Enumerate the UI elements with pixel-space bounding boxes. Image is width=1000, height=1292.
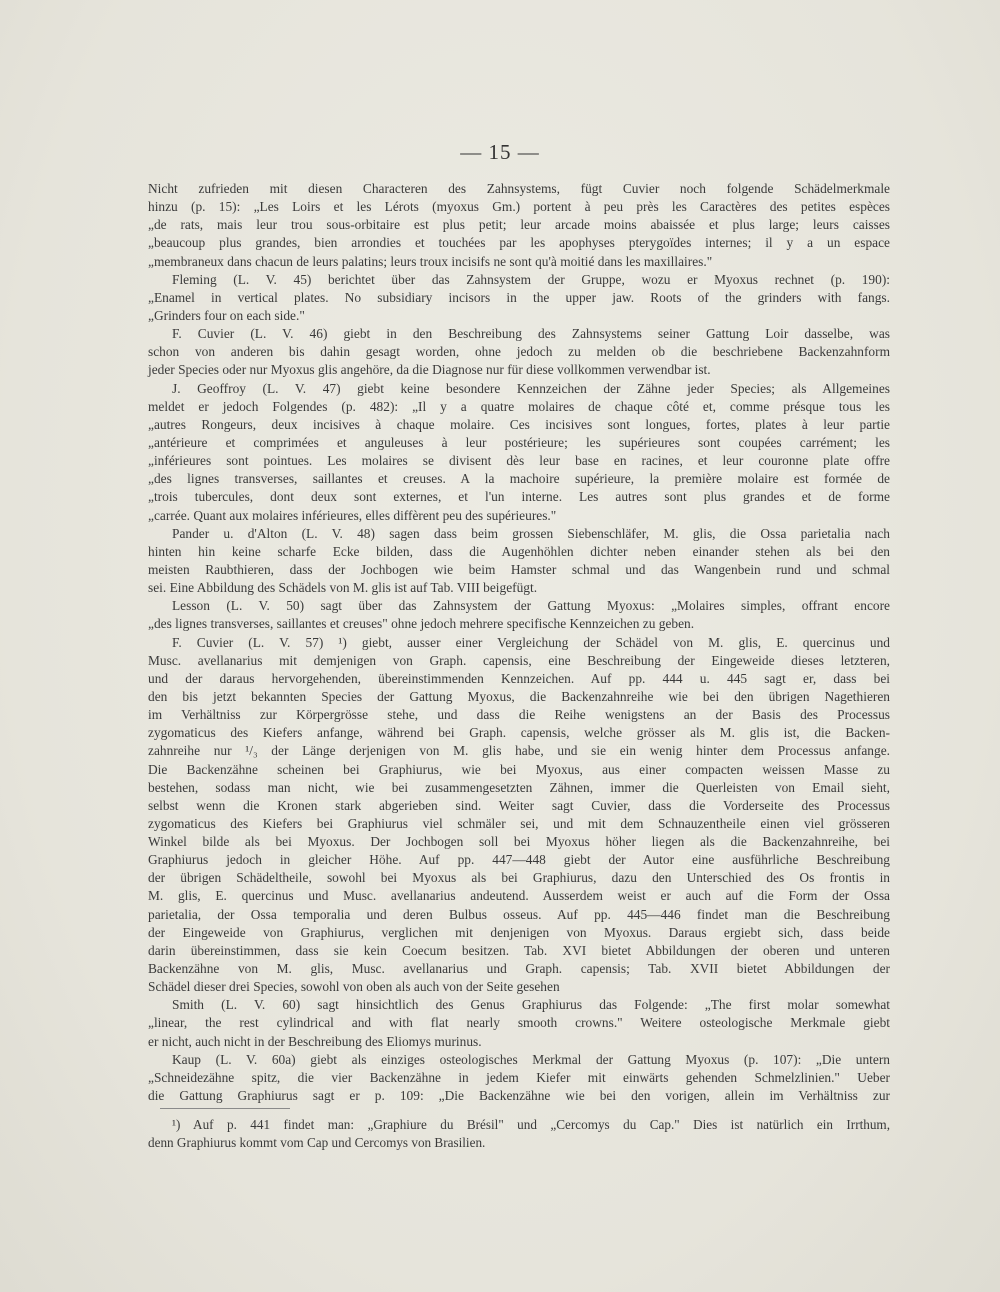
page-number: — 15 —	[460, 140, 540, 164]
text-line: M. glis, E. quercinus und Musc. avellanarius andeutend. Ausserdem weist er auch auf die Form der Ossa	[148, 888, 890, 904]
text-line: der Eingeweide von Graphiurus, verglichen mit denjenigen von Myoxus. Daraus ergiebt sich, dass beide	[148, 924, 890, 940]
text-line: hinten hin keine scharfe Ecke bilden, dass die Augenhöhlen dichter neben einander stehen als bei den	[148, 543, 890, 559]
text-line: F. Cuvier (L. V. 57) ¹) giebt, ausser einer Vergleichung der Schädel von M. glis, E. quercinus und	[172, 634, 890, 650]
text-line: er nicht, auch nicht in der Beschreibung des Eliomys murinus.	[148, 1033, 482, 1049]
text-line: J. Geoffroy (L. V. 47) giebt keine besondere Kennzeichen der Zähne jeder Species; als Allgemeines	[172, 380, 890, 396]
text-line: bestehen, sodass man nicht, wie bei zusammengesetzten Zähnen, immer die Querleisten von Email sieht,	[148, 779, 890, 795]
text-line: „Enamel in vertical plates. No subsidiary incisors in the upper jaw. Roots of the grinders with fangs.	[148, 289, 890, 305]
text-line: die Gattung Graphiurus sagt er p. 109: „Die Backenzähne wie bei den vorigen, allein im Verhältniss zur	[148, 1088, 890, 1104]
text-line: zahnreihe nur ¹/₃ der Länge derjenigen von M. glis habe, und sie ein wenig hinter dem Processus anfange.	[148, 743, 890, 759]
text-line: meisten Raubthieren, dass der Jochbogen wie beim Hamster schmal und das Wangenbein rund und schmal	[148, 561, 890, 577]
text-line: Fleming (L. V. 45) berichtet über das Zahnsystem der Gruppe, wozu er Myoxus rechnet (p. 190):	[172, 271, 890, 287]
text-line: sei. Eine Abbildung des Schädels von M. glis ist auf Tab. VIII beigefügt.	[148, 580, 538, 596]
text-line: der übrigen Schädeltheile, sowohl bei Myoxus als bei Graphiurus, dazu den Unterschied des Os frontis in	[148, 870, 890, 886]
text-line: den bis jetzt bekannten Species der Gattung Myoxus, die Backenzahnreihe wie bei den übrigen Nagethieren	[148, 688, 890, 704]
text-line: im Verhältniss zur Körpergrösse stehe, und dass die Reihe wenigstens an der Basis des Processus	[148, 707, 890, 723]
text-line: „trois tubercules, dont deux sont externes, et l'un interne. Les autres sont plus grandes et de forme	[148, 489, 890, 505]
text-line: „membraneux dans chacun de leurs palatins; leurs troux incisifs ne sont qu'à moitié dans les maxillaires."	[148, 253, 713, 269]
footnote-line: denn Graphiurus kommt vom Cap und Cercomys von Brasilien.	[148, 1134, 486, 1150]
text-line: Schädel dieser drei Species, sowohl von oben als auch von der Seite gesehen	[148, 979, 560, 995]
text-line: selbst wenn die Kronen stark abgerieben sind. Weiter sagt Cuvier, dass die Vorderseite des Processus	[148, 797, 890, 813]
footnote-line: ¹) Auf p. 441 findet man: „Graphiure du Brésil" und „Cercomys du Cap." Dies ist natürlich ein Irrthum,	[172, 1117, 890, 1132]
text-line: jeder Species oder nur Myoxus glis angehöre, da die Diagnose nur für diese vollkommen verwendbar ist.	[148, 362, 711, 378]
text-line: „carrée. Quant aux molaires inférieures, elles diffèrent peu des supérieures."	[148, 507, 557, 523]
footnote-divider	[160, 1108, 290, 1109]
text-line: „des lignes transverses, saillantes et creuses" ohne jedoch mehrere specifische Kennzeichen zu geben.	[148, 616, 695, 632]
text-line: meldet er jedoch Folgendes (p. 482): „Il y a quatre molaires de chaque côté et, comme présque tous les	[148, 398, 890, 414]
text-line: zygomaticus des Kiefers bei Graphiurus viel schmäler sei, und mit dem Schnauzentheile einen viel grösseren	[148, 815, 890, 831]
text-line: darin übereinstimmen, dass sie kein Coecum besitzen. Tab. XVI bietet Abbildungen der oberen und unteren	[148, 942, 890, 958]
text-line: Nicht zufrieden mit diesen Characteren des Zahnsystems, fügt Cuvier noch folgende Schädelmerkmale	[148, 181, 890, 196]
text-line: Die Backenzähne scheinen bei Graphiurus, wie bei Myoxus, aus einer compacten weissen Masse zu	[148, 761, 890, 777]
text-line: „autres Rongeurs, deux incisives à chaque molaire. Ces incisives sont longues, fortes, plates à leur partie	[148, 416, 890, 432]
text-line: und der daraus hervorgehenden, übereinstimmenden Kennzeichen. Auf pp. 444 u. 445 sagt er, dass bei	[148, 670, 890, 686]
text-line: parietalia, der Ossa temporalia und deren Bulbus osseus. Auf pp. 445—446 findet man die Beschreibung	[148, 906, 890, 922]
text-line: Winkel bilde als bei Myoxus. Der Jochbogen soll bei Myoxus höher liegen als die Backenzahnreihe, bei	[148, 834, 890, 850]
text-line: Backenzähne von M. glis, Musc. avellanarius und Graph. capensis; Tab. XVII bietet Abbildungen der	[148, 961, 890, 977]
body-text	[148, 180, 890, 1105]
text-line: Graphiurus jedoch in gleicher Höhe. Auf pp. 447—448 giebt der Autor eine ausführliche Beschreibung	[148, 852, 890, 868]
text-line: F. Cuvier (L. V. 46) giebt in den Beschreibung des Zahnsystems seiner Gattung Loir dasselbe, was	[172, 326, 890, 342]
text-line: Lesson (L. V. 50) sagt über das Zahnsystem der Gattung Myoxus: „Molaires simples, offrant encore	[172, 598, 890, 614]
text-line: „de rats, mais leur trou sous-orbitaire est plus petit; leur arcade moins abaissée et plus large; leurs caisses	[148, 217, 890, 233]
text-line: „Grinders four on each side."	[148, 307, 305, 323]
text-line: Musc. avellanarius mit demjenigen von Graph. capensis, eine Beschreibung der Eingeweide dieses letzteren,	[148, 652, 890, 668]
text-line: „des lignes transverses, saillantes et creuses. A la machoire supérieure, la première molaire est formée de	[148, 471, 890, 487]
text-line: „linear, the rest cylindrical and with flat nearly smooth crowns." Weitere osteologische Merkmale giebt	[148, 1015, 890, 1031]
text-line: schon von anderen bis dahin gesagt worden, ohne jedoch zu melden ob die beschriebene Backenzahnform	[148, 344, 890, 360]
text-line: „Schneidezähne spitz, die vier Backenzähne in jedem Kiefer mit einwärts gehenden Schmelzlinien." Ueber	[148, 1069, 890, 1085]
text-line: „beaucoup plus grandes, bien arrondies et touchées par les apophyses pterygoïdes internes; il y a un espace	[148, 235, 890, 251]
text-line: Kaup (L. V. 60a) giebt als einziges osteologisches Merkmal der Gattung Myoxus (p. 107): „Die untern	[172, 1051, 890, 1067]
text-line: Pander u. d'Alton (L. V. 48) sagen dass beim grossen Siebenschläfer, M. glis, die Ossa parietalia nach	[172, 525, 890, 541]
text-line: „antérieure et comprimées et anguleuses à leur postérieure; les supérieures sont coupées carrément; les	[148, 434, 890, 450]
text-line: Smith (L. V. 60) sagt hinsichtlich des Genus Graphiurus das Folgende: „The first molar somewhat	[172, 997, 890, 1013]
text-line: „inférieures sont pointues. Les molaires se divisent dès leur base en racines, et leur couronne plate offre	[148, 453, 890, 469]
text-line: zygomaticus des Kiefers anfange, während bei Graph. capensis, welche grösser als M. glis ist, die Backen-	[148, 725, 890, 741]
footnotes	[148, 1116, 890, 1151]
text-line: hinzu (p. 15): „Les Loirs et les Lérots (myoxus Gm.) portent à peu près les Caractères des petites espèces	[148, 199, 890, 215]
